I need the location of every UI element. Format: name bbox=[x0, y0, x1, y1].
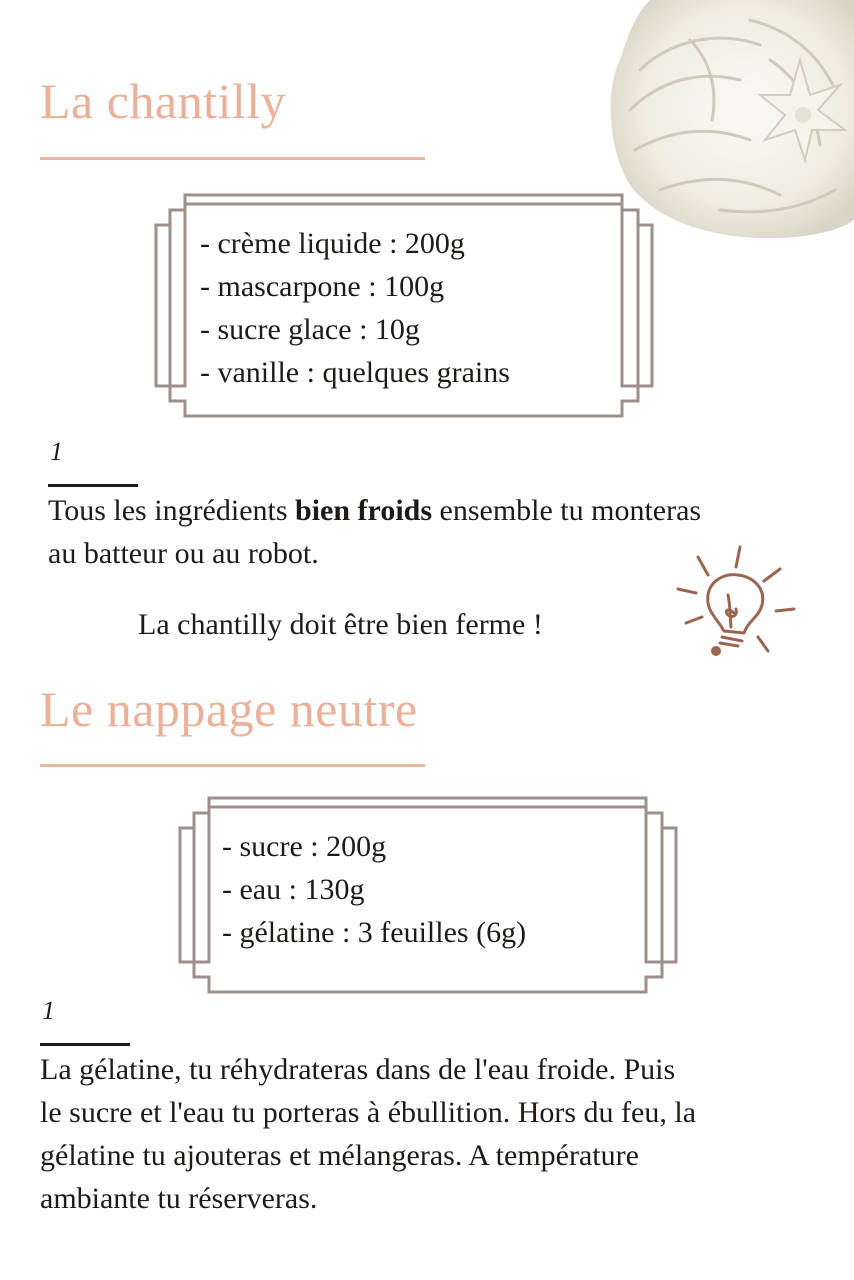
section-title-chantilly: La chantilly bbox=[40, 73, 287, 129]
ingredient-item: - eau : 130g bbox=[222, 873, 365, 906]
step-number: 1 bbox=[42, 996, 55, 1025]
ingredients-list bbox=[200, 222, 510, 394]
emphasis-text: bien froids bbox=[295, 494, 433, 527]
step-text: La gélatine, tu réhydrateras dans de l'eau froide. Puis le sucre et l'eau tu porteras à ébullition. Hors du feu, la gélatine tu ajouteras et mélangeras. A température ambiante tu réserveras. bbox=[40, 1053, 697, 1215]
lightbulb-icon bbox=[676, 545, 798, 660]
ingredient-item: - crème liquide : 200g bbox=[200, 227, 465, 260]
title-underline bbox=[40, 157, 425, 160]
ingredient-item: - gélatine : 3 feuilles (6g) bbox=[222, 916, 527, 949]
step-divider bbox=[40, 1043, 130, 1046]
ingredient-item: - sucre glace : 10g bbox=[200, 313, 420, 346]
step-divider bbox=[48, 484, 138, 487]
ingredients-list bbox=[222, 825, 526, 954]
tip-text: La chantilly doit être bien ferme ! bbox=[138, 608, 543, 641]
title-underline bbox=[40, 764, 425, 767]
step-text: Tous les ingrédients bien froids ensemble tu monteras au batteur ou au robot. bbox=[48, 494, 702, 570]
step-number: 1 bbox=[50, 437, 63, 466]
ingredient-item: - vanille : quelques grains bbox=[200, 356, 510, 389]
section-title-nappage: Le nappage neutre bbox=[40, 681, 418, 737]
ingredient-item: - sucre : 200g bbox=[222, 830, 387, 863]
ingredient-item: - mascarpone : 100g bbox=[200, 270, 445, 303]
